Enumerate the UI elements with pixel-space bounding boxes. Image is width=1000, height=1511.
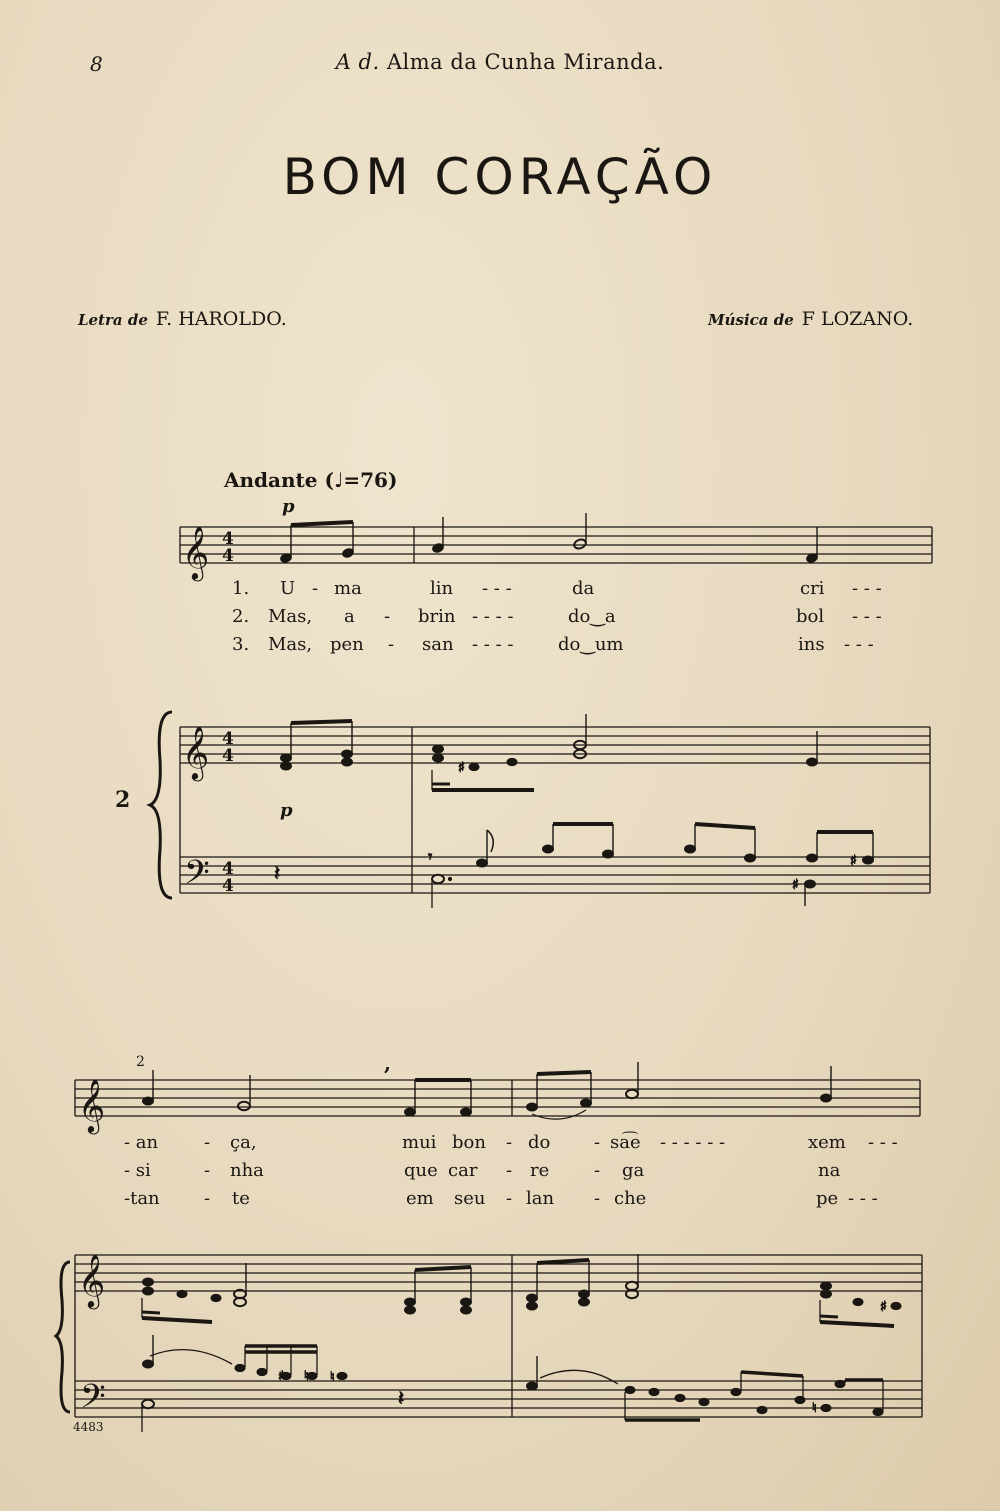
svg-text:♮: ♮: [812, 1401, 817, 1416]
svg-text:♯: ♯: [458, 760, 465, 776]
lyric-syllable: lin: [430, 578, 454, 599]
svg-text:♮: ♮: [330, 1370, 335, 1385]
lyric-syllable: - - -: [482, 578, 512, 599]
svg-text:♯: ♯: [792, 877, 799, 893]
svg-text:♮: ♮: [304, 1369, 309, 1384]
dynamic-piano: p: [280, 800, 293, 821]
lyric-syllable: pe: [816, 1188, 839, 1209]
breath-mark: ,: [384, 1051, 391, 1075]
svg-text:4: 4: [222, 746, 234, 766]
lyric-syllable: te: [232, 1188, 250, 1209]
lyric-syllable: cri: [800, 578, 825, 599]
lyric-syllable: -: [506, 1160, 513, 1181]
music-label: Música de: [708, 311, 794, 329]
lyric-syllable: re: [530, 1160, 550, 1181]
lyric-syllable: U: [280, 578, 296, 599]
lyric-syllable: lan: [526, 1188, 555, 1209]
metronome-mark: (♩=76): [324, 468, 398, 492]
lyric-syllable: - an: [124, 1132, 159, 1153]
lyricist-name: F. HAROLDO.: [155, 308, 287, 330]
lyric-syllable: sa͡e: [610, 1132, 641, 1153]
lyrics-label: Letra de: [78, 311, 148, 329]
song-title: BOM CORAÇÃO: [282, 148, 718, 206]
lyric-syllable: - - -: [852, 606, 882, 627]
time-signature: [222, 529, 234, 566]
svg-text:4: 4: [222, 729, 234, 749]
svg-text:4: 4: [222, 876, 234, 896]
lyric-syllable: na: [818, 1160, 841, 1181]
lyric-syllable: car: [448, 1160, 478, 1181]
lyric-syllable: - - - - - -: [660, 1132, 726, 1153]
bass-clef-icon: 𝄢: [80, 1378, 106, 1424]
svg-text:♯: ♯: [850, 853, 857, 869]
lyric-syllable: -: [204, 1188, 211, 1209]
svg-text:♯: ♯: [880, 1299, 887, 1315]
lyric-syllable: -tan: [124, 1188, 160, 1209]
lyric-syllable: san: [422, 634, 454, 655]
bass-clef-icon: 𝄢: [184, 854, 210, 900]
piano-system-label: 2: [115, 787, 131, 813]
lyric-syllable: xem: [808, 1132, 846, 1153]
tempo-word: Andante: [224, 468, 318, 492]
lyric-syllable: -: [384, 606, 391, 627]
svg-text:4: 4: [222, 529, 234, 549]
lyric-syllable: -: [594, 1132, 601, 1153]
lyric-syllable: - - -: [868, 1132, 898, 1153]
lyric-syllable: -: [204, 1132, 211, 1153]
piano-notes-1: [274, 714, 874, 908]
lyric-syllable: -: [594, 1188, 601, 1209]
treble-clef-icon: 𝄞: [78, 1253, 106, 1307]
lyric-syllable: -: [506, 1188, 513, 1209]
lyric-syllable: -: [388, 634, 395, 655]
lyric-syllable: ça,: [230, 1132, 257, 1153]
lyric-syllable: -: [312, 578, 319, 599]
verse-number: 3.: [232, 634, 250, 655]
treble-clef-icon: 𝄞: [182, 725, 210, 779]
plate-number: 4483: [73, 1420, 104, 1434]
svg-text:𝄾: 𝄾: [428, 847, 433, 866]
dedication-name: Alma da Cunha Miranda.: [386, 50, 665, 74]
lyric-syllable: -: [594, 1160, 601, 1181]
piano-notes-2: [142, 1254, 901, 1432]
lyric-syllable: bol: [796, 606, 825, 627]
voice-notes-1: [279, 513, 818, 564]
piano-treble-staff-2: [75, 1255, 922, 1291]
lyric-syllable: que: [404, 1160, 438, 1181]
verse-number: 2.: [232, 606, 250, 627]
lyric-syllable: Mas,: [268, 606, 313, 627]
lyric-syllable: - - -: [848, 1188, 878, 1209]
lyric-syllable: ins: [798, 634, 825, 655]
lyric-syllable: mui: [402, 1132, 437, 1153]
lyric-syllable: do: [528, 1132, 551, 1153]
grand-staff-brace: [56, 1262, 70, 1412]
measure-number: 2: [136, 1054, 145, 1070]
lyric-syllable: bon: [452, 1132, 486, 1153]
svg-text:𝄽: 𝄽: [398, 1386, 405, 1410]
lyric-syllable: ga: [622, 1160, 645, 1181]
svg-text:4: 4: [222, 546, 234, 566]
svg-text:♯: ♯: [278, 1369, 285, 1384]
voice-staff-2: [75, 1080, 920, 1116]
treble-clef-icon: 𝄞: [182, 525, 210, 579]
voice-staff-1: [180, 527, 932, 563]
dynamic-piano: p: [282, 496, 295, 517]
dedication-prefix: A d.: [335, 50, 380, 74]
svg-text:4: 4: [222, 859, 234, 879]
lyric-syllable: - si: [124, 1160, 151, 1181]
time-signature: [222, 729, 234, 896]
lyric-syllable: - - -: [852, 578, 882, 599]
lyric-syllable: brin: [418, 606, 456, 627]
lyric-syllable: -: [204, 1160, 211, 1181]
lyric-syllable: do‿a: [568, 606, 616, 627]
lyric-syllable: - - - -: [472, 606, 514, 627]
lyric-syllable: -: [506, 1132, 513, 1153]
page-number: 8: [90, 52, 103, 76]
lyric-syllable: do‿um: [558, 634, 624, 655]
lyric-syllable: che: [614, 1188, 647, 1209]
svg-text:𝄽: 𝄽: [274, 861, 281, 885]
lyric-syllable: a: [344, 606, 355, 627]
lyric-syllable: nha: [230, 1160, 264, 1181]
lyric-syllable: Mas,: [268, 634, 313, 655]
verse-number: 1.: [232, 578, 250, 599]
lyric-syllable: - - - -: [472, 634, 514, 655]
voice-notes-2: [143, 1062, 832, 1119]
composer-name: F LOZANO.: [801, 308, 914, 330]
lyric-syllable: seu: [454, 1188, 486, 1209]
lyric-syllable: pen: [330, 634, 364, 655]
lyric-syllable: em: [406, 1188, 434, 1209]
treble-clef-icon: 𝄞: [78, 1078, 106, 1132]
lyric-syllable: - - -: [844, 634, 874, 655]
piano-bass-staff-2: [75, 1255, 922, 1417]
lyric-syllable: da: [572, 578, 595, 599]
lyric-syllable: ma: [334, 578, 362, 599]
grand-staff-brace: [150, 712, 172, 898]
